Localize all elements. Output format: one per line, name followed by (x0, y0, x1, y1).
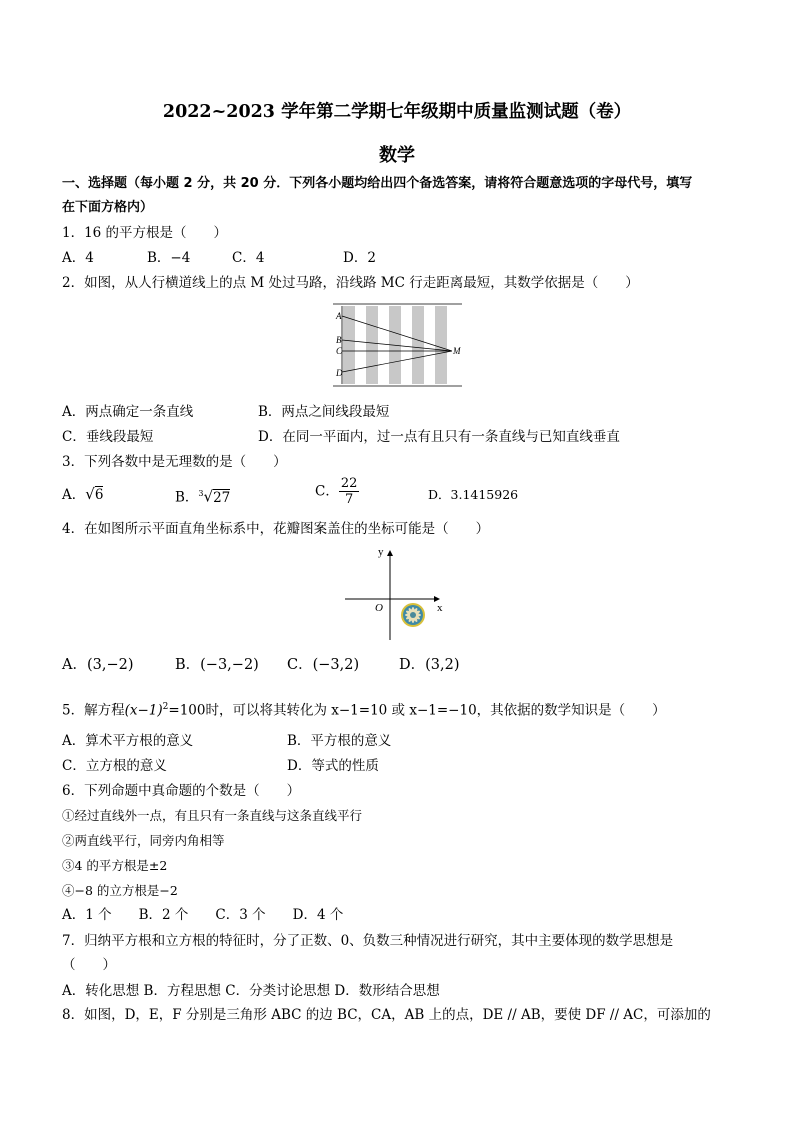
q3-option-a (62, 485, 103, 504)
q6-stem: 6．下列命题中真命题的个数是（ ） (62, 783, 301, 799)
section-heading-line2: 在下面方格内） (62, 200, 154, 215)
q1-option-a: A．4 (62, 250, 94, 266)
x-axis-label: x (437, 602, 443, 614)
q4-option-c: C．(−3,2) (287, 657, 360, 673)
q3-stem: 3．下列各数中是无理数的是（ ） (62, 454, 287, 470)
cbrt-icon: √ (203, 487, 214, 506)
q3-b-prefix: B． (175, 489, 199, 506)
q1-option-d: D．2 (343, 250, 376, 266)
q5-option-d: D．等式的性质 (287, 758, 379, 774)
y-axis-label: y (378, 546, 384, 558)
q3-option-d: D．3.1415926 (428, 487, 519, 502)
q5-stem (62, 698, 666, 720)
origin-label: O (375, 602, 383, 614)
q3-b-index: 3 (198, 489, 204, 498)
q6-statement-3: ③4 的平方根是±2 (62, 858, 168, 873)
q3-a-radicand: 6 (94, 487, 104, 503)
flower-icon (401, 603, 425, 627)
sqrt-icon: √ (85, 485, 95, 503)
crosswalk-figure (330, 300, 465, 390)
fig-label-b: B (336, 335, 342, 345)
q3-c-fraction (339, 476, 360, 507)
q2-option-b: B．两点之间线段最短 (258, 404, 390, 420)
fig-label-m: M (453, 346, 461, 356)
q3-c-numerator: 22 (340, 476, 358, 491)
q1-option-c: C．4 (232, 250, 265, 266)
section-heading-line1: 一、选择题（每小题 2 分，共 20 分．下列各小题均给出四个备选答案，请将符合题意选项的字母代号，填写 (62, 176, 693, 191)
q4-option-d: D．(3,2) (399, 657, 460, 673)
q6-statement-4: ④−8 的立方根是−2 (62, 883, 178, 898)
q2-stem: 2．如图，从人行横道线上的点 M 处过马路，沿线路 MC 行走距离最短，其数学依据是（ ） (62, 275, 639, 291)
q3-option-b (175, 485, 230, 507)
q8-stem: 8．如图，D，E，F 分别是三角形 ABC 的边 BC，CA，AB 上的点，DE // AB，要使 DF // AC，可添加的 (62, 1007, 711, 1023)
q6-options: A．1 个 B．2 个 C．3 个 D．4 个 (62, 907, 344, 923)
q1-stem: 1．16 的平方根是（ ） (62, 225, 228, 241)
page-title: 2022~2023 学年第二学期七年级期中质量监测试题（卷） (162, 102, 632, 122)
q3-c-denominator: 7 (344, 492, 354, 507)
q5-stem-part2: =100时，可以将其转化为 x−1=10 或 x−1=−10，其依据的数学知识是（ ） (168, 702, 666, 719)
q7-stem-line1: 7．归纳平方根和立方根的特征时，分了正数、0、负数三种情况进行研究，其中主要体现的数学思想是 (62, 933, 674, 949)
q6-statement-2: ②两直线平行，同旁内角相等 (62, 833, 225, 848)
q2-option-c: C．垂线段最短 (62, 429, 154, 445)
q5-stem-expr: (x−1) (124, 702, 163, 719)
q3-option-c (315, 476, 359, 507)
q5-stem-part1: 5．解方程 (62, 702, 125, 719)
q3-c-prefix: C． (315, 483, 339, 500)
fig-label-c: C (336, 346, 343, 356)
q5-stem-exp: 2 (162, 702, 169, 712)
q5-option-b: B．平方根的意义 (287, 733, 392, 749)
q3-b-radicand: 27 (213, 489, 231, 506)
q6-statement-1: ①经过直线外一点，有且只有一条直线与这条直线平行 (62, 808, 363, 823)
q5-option-c: C．立方根的意义 (62, 758, 167, 774)
q7-options: A．转化思想 B．方程思想 C．分类讨论思想 D．数形结合思想 (62, 983, 440, 999)
q2-option-d: D．在同一平面内，过一点有且只有一条直线与已知直线垂直 (258, 429, 620, 445)
coordinate-figure (340, 543, 450, 643)
fig-label-a: A (336, 311, 342, 321)
q2-option-a: A．两点确定一条直线 (62, 404, 194, 420)
q4-stem: 4．在如图所示平面直角坐标系中，花瓣图案盖住的坐标可能是（ ） (62, 521, 490, 537)
q4-option-a: A．(3,−2) (62, 657, 134, 673)
subject-title: 数学 (379, 145, 415, 166)
q1-option-b: B．−4 (147, 250, 191, 266)
fig-label-d: D (336, 368, 343, 378)
q3-a-prefix: A． (62, 487, 86, 503)
q5-option-a: A．算术平方根的意义 (62, 733, 194, 749)
q7-stem-line2: （ ） (62, 957, 116, 973)
q4-option-b: B．(−3,−2) (175, 657, 259, 673)
